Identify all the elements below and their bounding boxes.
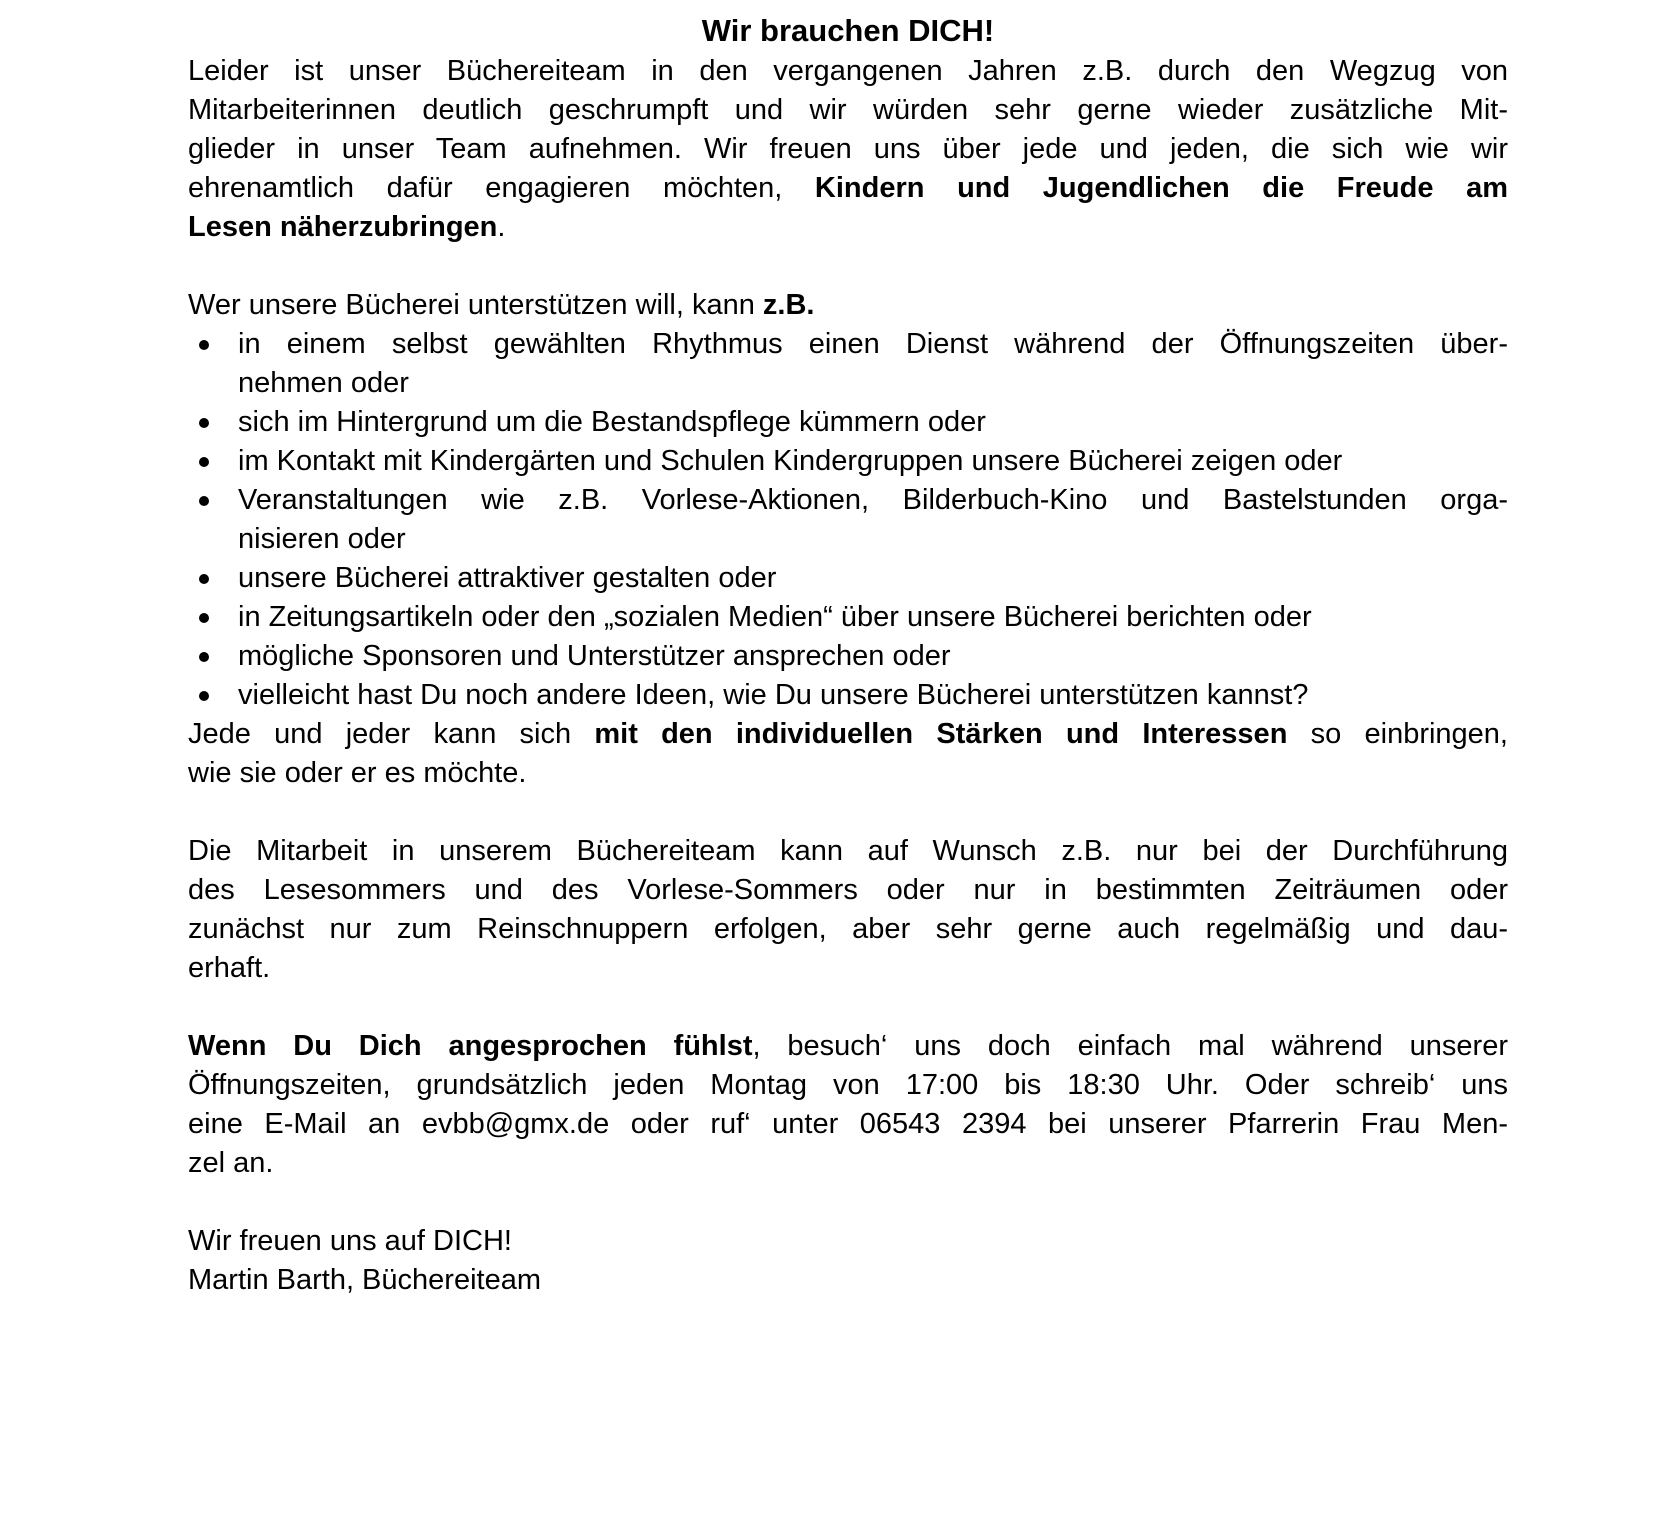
text-line xyxy=(188,520,1508,559)
list-item-line xyxy=(188,442,1508,481)
list-item-line xyxy=(188,676,1508,715)
text-line xyxy=(188,1261,1508,1300)
page-title: Wir brauchen DICH! xyxy=(701,13,995,48)
bullet-icon xyxy=(199,418,209,428)
text-line xyxy=(188,715,1508,754)
text-run: Leider ist unser Büchereiteam in den vergangenen Jahren z.B. durch den Wegzug von xyxy=(188,55,1508,87)
paragraph-spacer xyxy=(188,988,1508,1027)
text-run: so einbringen, xyxy=(1287,718,1508,750)
text-run: vielleicht hast Du noch andere Ideen, wie Du unsere Bücherei unterstützen kannst? xyxy=(238,679,1309,711)
bold-text-run: mit den individuellen Stärken und Interessen xyxy=(594,718,1288,750)
text-run: eine E-Mail an evbb@gmx.de oder ruf‘ unter 06543 2394 bei unserer Pfarrerin Frau Men- xyxy=(188,1108,1508,1140)
text-run: Mitarbeiterinnen deutlich geschrumpft und wir würden sehr gerne wieder zusätzliche Mit- xyxy=(188,94,1508,126)
paragraph-spacer xyxy=(188,1183,1508,1222)
text-line xyxy=(188,754,1508,793)
text-run: nisieren oder xyxy=(238,523,406,555)
participation-paragraph xyxy=(188,832,1508,988)
bold-text-run: Lesen näherzubringen xyxy=(188,211,498,243)
text-run: Wir freuen uns auf DICH! xyxy=(188,1225,512,1257)
text-run: ehrenamtlich dafür engagieren möchten, xyxy=(188,172,815,204)
text-line xyxy=(188,52,1508,91)
text-run: . xyxy=(497,211,506,243)
text-line xyxy=(188,364,1508,403)
text-line xyxy=(188,130,1508,169)
list-item-line xyxy=(188,559,1508,598)
list-item-line xyxy=(188,637,1508,676)
text-line xyxy=(188,286,1508,325)
text-line xyxy=(188,1222,1508,1261)
list-item-line xyxy=(188,403,1508,442)
bullet-icon xyxy=(199,574,209,584)
text-run: Wer unsere Bücherei unterstützen will, kann xyxy=(188,289,763,321)
text-line xyxy=(188,1027,1508,1066)
text-line xyxy=(188,910,1508,949)
text-run: nehmen oder xyxy=(238,367,409,399)
text-line xyxy=(188,949,1508,988)
text-run: Öffnungszeiten, grundsätzlich jeden Montag von 17:00 bis 18:30 Uhr. Oder schreib‘ uns xyxy=(188,1069,1508,1101)
text-run: zel an. xyxy=(188,1147,274,1179)
text-run: wie sie oder er es möchte. xyxy=(188,757,527,789)
text-line xyxy=(188,208,1508,247)
list-item-line xyxy=(188,481,1508,520)
bullet-icon xyxy=(199,691,209,701)
list-item-line xyxy=(188,325,1508,364)
text-line xyxy=(188,169,1508,208)
bullet-icon xyxy=(199,652,209,662)
bullet-icon xyxy=(199,457,209,467)
text-run: im Kontakt mit Kindergärten und Schulen Kindergruppen unsere Bücherei zeigen oder xyxy=(238,445,1343,477)
text-run: erhaft. xyxy=(188,952,271,984)
text-run: unsere Bücherei attraktiver gestalten oder xyxy=(238,562,777,594)
text-line xyxy=(188,1105,1508,1144)
text-run: in einem selbst gewählten Rhythmus einen Dienst während der Öffnungszeiten über- xyxy=(238,328,1508,360)
text-run: Martin Barth, Büchereiteam xyxy=(188,1264,541,1296)
document-body xyxy=(188,52,1508,1300)
text-run: Veranstaltungen wie z.B. Vorlese-Aktionen, Bilderbuch-Kino und Bastelstunden orga- xyxy=(238,484,1508,516)
text-run: des Lesesommers und des Vorlese-Sommers oder nur in bestimmten Zeiträumen oder xyxy=(188,874,1508,906)
intro-paragraph xyxy=(188,52,1508,247)
text-run: , besuch‘ uns doch einfach mal während unserer xyxy=(752,1030,1508,1062)
text-run: sich im Hintergrund um die Bestandspflege kümmern oder xyxy=(238,406,986,438)
bold-text-run: z.B. xyxy=(762,289,815,321)
bold-text-run: Kindern und Jugendlichen die Freude am xyxy=(814,172,1508,204)
signoff xyxy=(188,1222,1508,1300)
text-line xyxy=(188,91,1508,130)
support-options xyxy=(188,286,1508,793)
text-run: in Zeitungsartikeln oder den „sozialen Medien“ über unsere Bücherei berichten oder xyxy=(238,601,1312,633)
list-item-line xyxy=(188,598,1508,637)
bold-text-run: Wenn Du Dich angesprochen fühlst xyxy=(188,1030,753,1062)
text-run: zunächst nur zum Reinschnuppern erfolgen, aber sehr gerne auch regelmäßig und dau- xyxy=(188,913,1508,945)
text-line xyxy=(188,832,1508,871)
text-run: mögliche Sponsoren und Unterstützer ansprechen oder xyxy=(238,640,951,672)
paragraph-spacer xyxy=(188,793,1508,832)
text-run: Die Mitarbeit in unserem Büchereiteam kann auf Wunsch z.B. nur bei der Durchführung xyxy=(188,835,1508,867)
text-run: glieder in unser Team aufnehmen. Wir freuen uns über jede und jeden, die sich wie wir xyxy=(188,133,1508,165)
paragraph-spacer xyxy=(188,247,1508,286)
bullet-icon xyxy=(199,613,209,623)
text-run: Jede und jeder kann sich xyxy=(188,718,595,750)
text-line xyxy=(188,871,1508,910)
bullet-icon xyxy=(199,340,209,350)
bullet-icon xyxy=(199,496,209,506)
text-line xyxy=(188,1066,1508,1105)
text-line xyxy=(188,1144,1508,1183)
contact-paragraph xyxy=(188,1027,1508,1183)
